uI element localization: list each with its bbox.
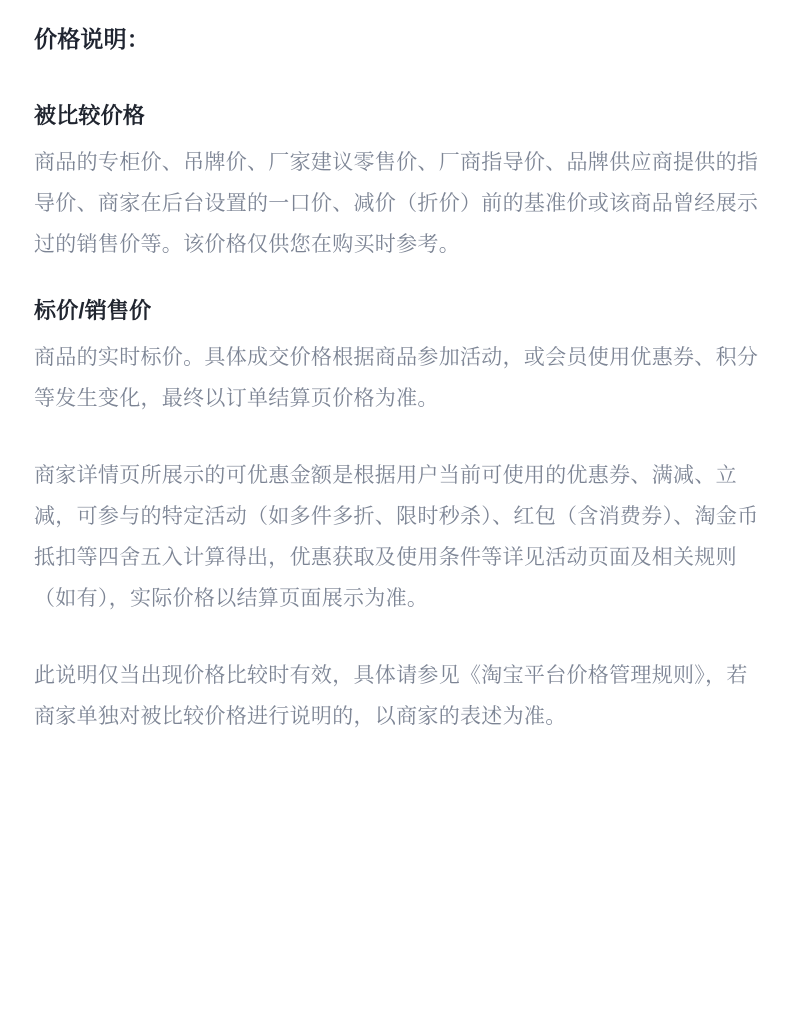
paragraph-compared-price: 商品的专柜价、吊牌价、厂家建议零售价、厂商指导价、品牌供应商提供的指导价、商家在后台设置的一口价、减价（折价）前的基准价或该商品曾经展示过的销售价等。该价格仅供您在购买时参考。 xyxy=(34,151,759,256)
section-marked-price xyxy=(34,295,766,737)
paragraph-marked-price-definition: 商品的实时标价。具体成交价格根据商品参加活动，或会员使用优惠券、积分等发生变化，最终以订单结算页价格为准。 xyxy=(34,346,759,410)
page-title: 价格说明： xyxy=(34,26,150,52)
section-heading-compared-price: 被比较价格 xyxy=(34,103,146,128)
section-compared-price xyxy=(34,100,766,265)
paragraph-discount-calculation: 商家详情页所展示的可优惠金额是根据用户当前可使用的优惠券、满减、立减，可参与的特定活动（如多件多折、限时秒杀）、红包（含消费券）、淘金币抵扣等四舍五入计算得出，优惠获取及使用条件等详见活动页面及相关规则（如有），实际价格以结算页面展示为准。 xyxy=(34,464,759,610)
paragraph-rules-disclaimer: 此说明仅当出现价格比较时有效，具体请参见《淘宝平台价格管理规则》，若商家单独对被比较价格进行说明的，以商家的表述为准。 xyxy=(34,664,748,728)
section-heading-marked-price: 标价/销售价 xyxy=(34,298,152,323)
